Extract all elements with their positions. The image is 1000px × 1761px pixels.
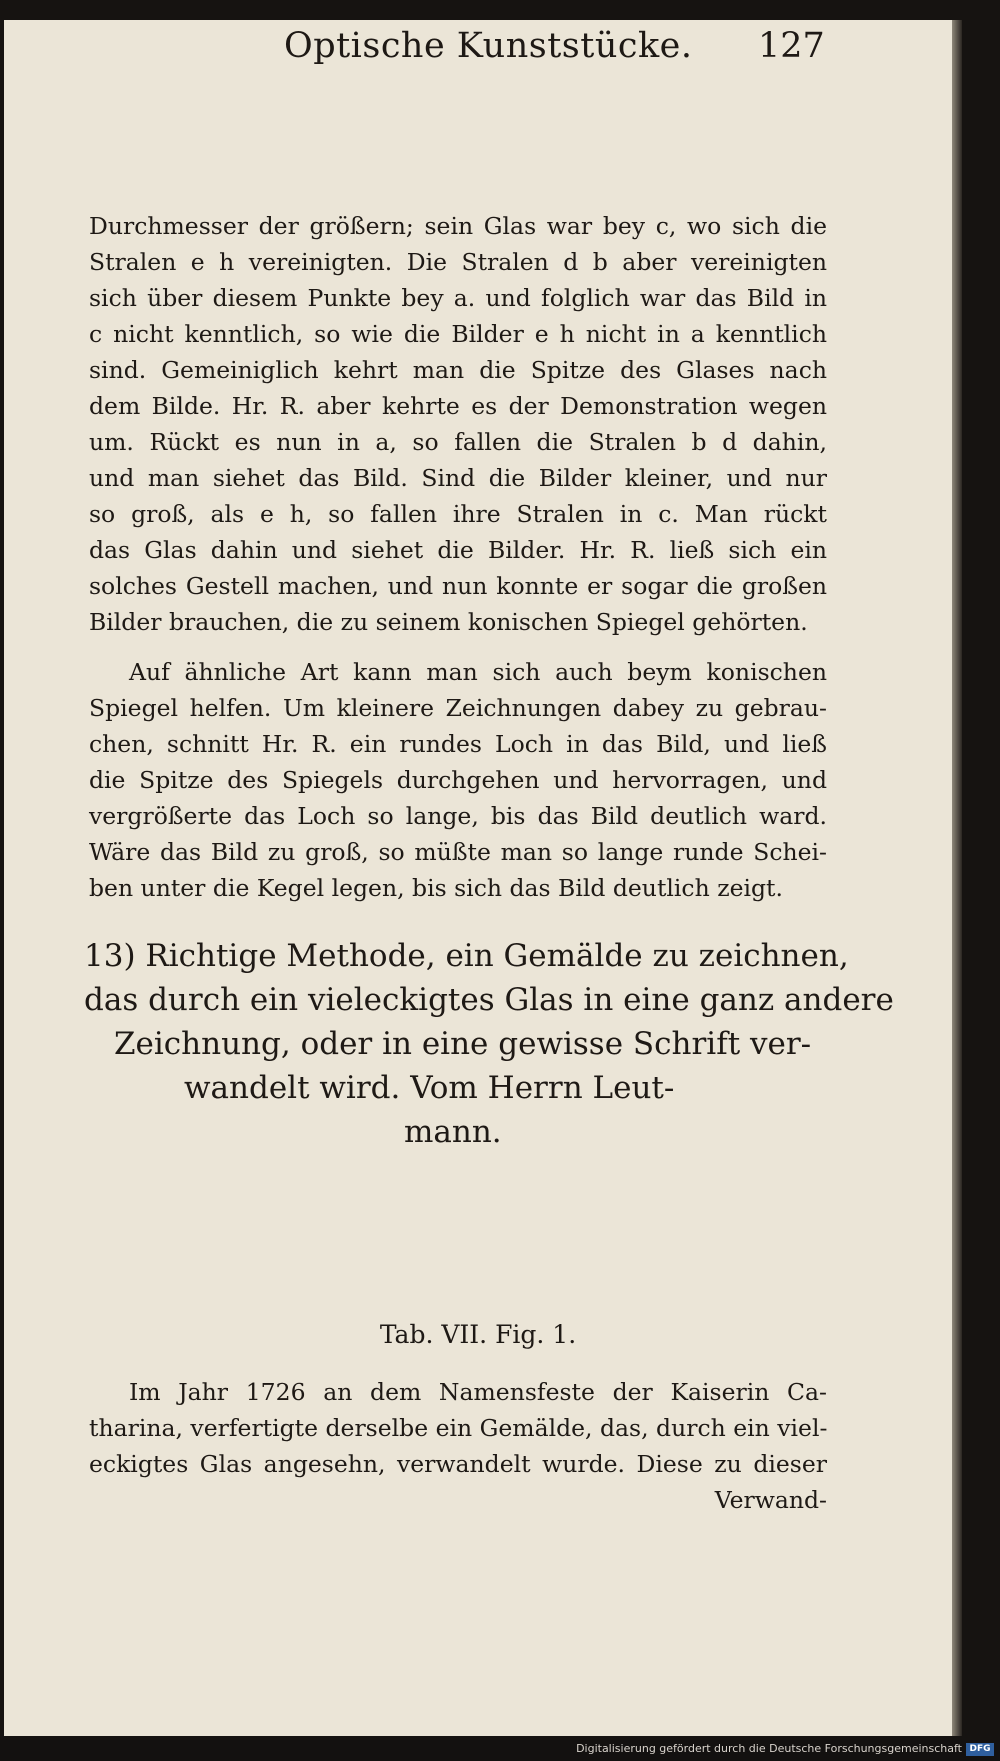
- page-header: [4, 20, 952, 80]
- text-line: das Glas dahin und siehet die Bilder. Hr. R. ließ sich ein: [89, 536, 827, 564]
- plate-reference: Tab. VII. Fig. 1.: [379, 1320, 577, 1349]
- text-line: ben unter die Kegel legen, bis sich das Bild deutlich zeigt.: [89, 874, 783, 902]
- heading-line: wandelt wird. Vom Herrn Leut-: [184, 1070, 675, 1106]
- footer-credit: Digitalisierung gefördert durch die Deutsche Forschungsgemeinschaft: [576, 1742, 962, 1755]
- text-line: Bilder brauchen, die zu seinem konischen Spiegel gehörten.: [89, 608, 808, 636]
- heading-line: mann.: [404, 1114, 502, 1150]
- text-line: solches Gestell machen, und nun konnte er sogar die großen: [89, 572, 827, 600]
- heading-line: 13) Richtige Methode, ein Gemälde zu zeichnen,: [84, 938, 849, 974]
- page-number: 127: [758, 26, 825, 66]
- text-line: die Spitze des Spiegels durchgehen und hervorragen, und: [89, 766, 827, 794]
- book-page: [4, 20, 955, 1736]
- text-line: Wäre das Bild zu groß, so müßte man so lange runde Schei-: [89, 838, 827, 866]
- text-line: Durchmesser der größern; sein Glas war bey c, wo sich die: [89, 212, 827, 240]
- text-line: sind. Gemeiniglich kehrt man die Spitze des Glases nach: [89, 356, 827, 384]
- catchword: Verwand-: [714, 1486, 827, 1514]
- text-line: chen, schnitt Hr. R. ein rundes Loch in das Bild, und ließ: [89, 730, 827, 758]
- digitization-footer: [0, 1740, 1000, 1761]
- dfg-logo-icon: DFG: [966, 1743, 994, 1756]
- text-line: Im Jahr 1726 an dem Namensfeste der Kaiserin Ca-: [129, 1378, 827, 1406]
- text-line: um. Rückt es nun in a, so fallen die Stralen b d dahin,: [89, 428, 827, 456]
- text-line: Stralen e h vereinigten. Die Stralen d b aber vereinigten: [89, 248, 827, 276]
- text-line: Spiegel helfen. Um kleinere Zeichnungen dabey zu gebrau-: [89, 694, 827, 722]
- text-line: tharina, verfertigte derselbe ein Gemälde, das, durch ein viel-: [89, 1414, 828, 1442]
- text-line: eckigtes Glas angesehn, verwandelt wurde. Diese zu dieser: [89, 1450, 827, 1478]
- heading-line: Zeichnung, oder in eine gewisse Schrift ver-: [114, 1026, 812, 1062]
- text-line: dem Bilde. Hr. R. aber kehrte es der Demonstration wegen: [89, 392, 827, 420]
- text-line: sich über diesem Punkte bey a. und folglich war das Bild in: [89, 284, 827, 312]
- running-title: Optische Kunststücke.: [284, 26, 693, 66]
- text-line: und man siehet das Bild. Sind die Bilder kleiner, und nur: [89, 464, 827, 492]
- page-edge-shadow: [952, 20, 962, 1736]
- text-line: c nicht kenntlich, so wie die Bilder e h nicht in a kenntlich: [89, 320, 827, 348]
- text-line: so groß, als e h, so fallen ihre Stralen in c. Man rückt: [89, 500, 827, 528]
- text-line: Auf ähnliche Art kann man sich auch beym konischen: [129, 658, 827, 686]
- text-line: vergrößerte das Loch so lange, bis das Bild deutlich ward.: [89, 802, 827, 830]
- heading-line: das durch ein vieleckigtes Glas in eine ganz andere: [84, 982, 894, 1018]
